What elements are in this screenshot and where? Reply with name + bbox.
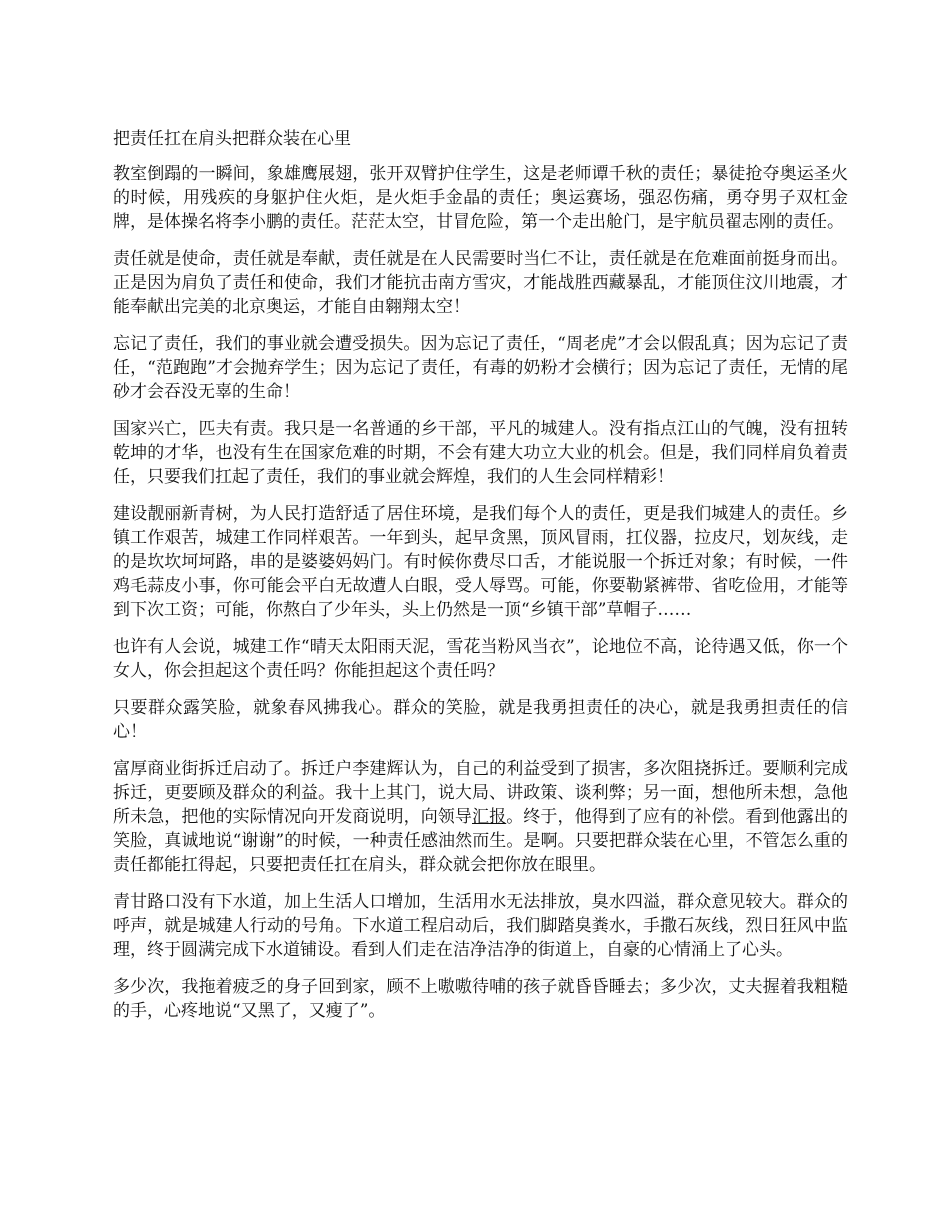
document-title: 把责任扛在肩头把群众装在心里 (113, 129, 351, 149)
paragraph-5: 建设靓丽新青树，为人民打造舒适了居住环境，是我们每个人的责任，更是我们城建人的责任。乡镇工作艰苦，城建工作同样艰苦。一年到头，起早贪黑，顶风冒雨，扛仪器，拉皮尺，划灰线，走的是坎坎坷坷路，串的是婆婆妈妈门。有时候你费尽口舌，才能说服一个拆迁对象；有时候，一件鸡毛蒜皮小事，你可能会平白无故遭人白眼，受人辱骂。可能，你要勒紧裤带、省吃俭用，才能等到下次工资；可能，你熬白了少年头，头上仍然是一顶“乡镇干部”草帽子…… (113, 504, 848, 620)
paragraph-6: 也许有人会说，城建工作“晴天太阳雨天泥，雪花当粉风当衣”，论地位不高，论待遇又低，你一个女人，你会担起这个责任吗？你能担起这个责任吗？ (113, 637, 848, 681)
paragraph-4: 国家兴亡，匹夫有责。我只是一名普通的乡干部，平凡的城建人。没有指点江山的气魄，没有扭转乾坤的才华，也没有生在国家危难的时期，不会有建大功立大业的机会。但是，我们同样肩负着责任，只要我们扛起了责任，我们的事业就会辉煌，我们的人生会同样精彩！ (113, 419, 848, 487)
paragraph-8-text-after: 。终于，他得到了应有的补偿。看到他露出的笑脸，真诚地说“谢谢”的时候，一种责任感油然而生。是啊。只要把群众装在心里，不管怎么重的责任都能扛得起，只要把责任扛在肩头，群众就会把你放在眼里。 (113, 807, 849, 875)
paragraph-8 (113, 757, 848, 877)
paragraph-7: 只要群众露笑脸，就象春风拂我心。群众的笑脸，就是我勇担责任的决心，就是我勇担责任的信心！ (113, 698, 848, 742)
report-link[interactable]: 汇报 (472, 807, 507, 827)
paragraph-1: 教室倒蹋的一瞬间，象雄鹰展翅，张开双臂护住学生，这是老师谭千秋的责任；暴徒抢夺奥运圣火的时候，用残疾的身躯护住火炬，是火炬手金晶的责任；奥运赛场，强忍伤痛，勇夺男子双杠金牌，是体操名将李小鹏的责任。茫茫太空，甘冒危险，第一个走出舱门，是宇航员翟志刚的责任。 (113, 164, 848, 232)
paragraph-8-text-before: 富厚商业街拆迁启动了。拆迁户李建辉认为，自己的利益受到了损害，多次阻挠拆迁。要顺利完成拆迁，更要顾及群众的利益。我十上其门，说大局、讲政策、谈利弊；另一面，想他所未想，急他所未急，把他的实际情况向开发商说明，向领导 (113, 759, 848, 827)
paragraph-2: 责任就是使命，责任就是奉献，责任就是在人民需要时当仁不让，责任就是在危难面前挺身而出。正是因为肩负了责任和使命，我们才能抗击南方雪灾，才能战胜西藏暴乱，才能顶住汶川地震，才能奉献出完美的北京奥运，才能自由翱翔太空！ (113, 249, 848, 317)
paragraph-3: 忘记了责任，我们的事业就会遭受损失。因为忘记了责任，“周老虎”才会以假乱真；因为忘记了责任，“范跑跑”才会抛弃学生；因为忘记了责任，有毒的奶粉才会横行；因为忘记了责任，无情的尾砂才会吞没无辜的生命！ (113, 334, 848, 402)
document-page (113, 128, 848, 1036)
paragraph-10: 多少次，我拖着疲乏的身子回到家，顾不上嗷嗷待哺的孩子就昏昏睡去；多少次，丈夫握着我粗糙的手，心疼地说“又黑了，又瘦了”。 (113, 977, 848, 1021)
paragraph-9: 青甘路口没有下水道，加上生活人口增加，生活用水无法排放，臭水四溢，群众意见较大。群众的呼声，就是城建人行动的号角。下水道工程启动后，我们脚踏臭粪水，手撒石灰线，烈日狂风中监理，终于圆满完成下水道铺设。看到人们走在洁净洁净的街道上，自豪的心情涌上了心头。 (113, 892, 848, 960)
